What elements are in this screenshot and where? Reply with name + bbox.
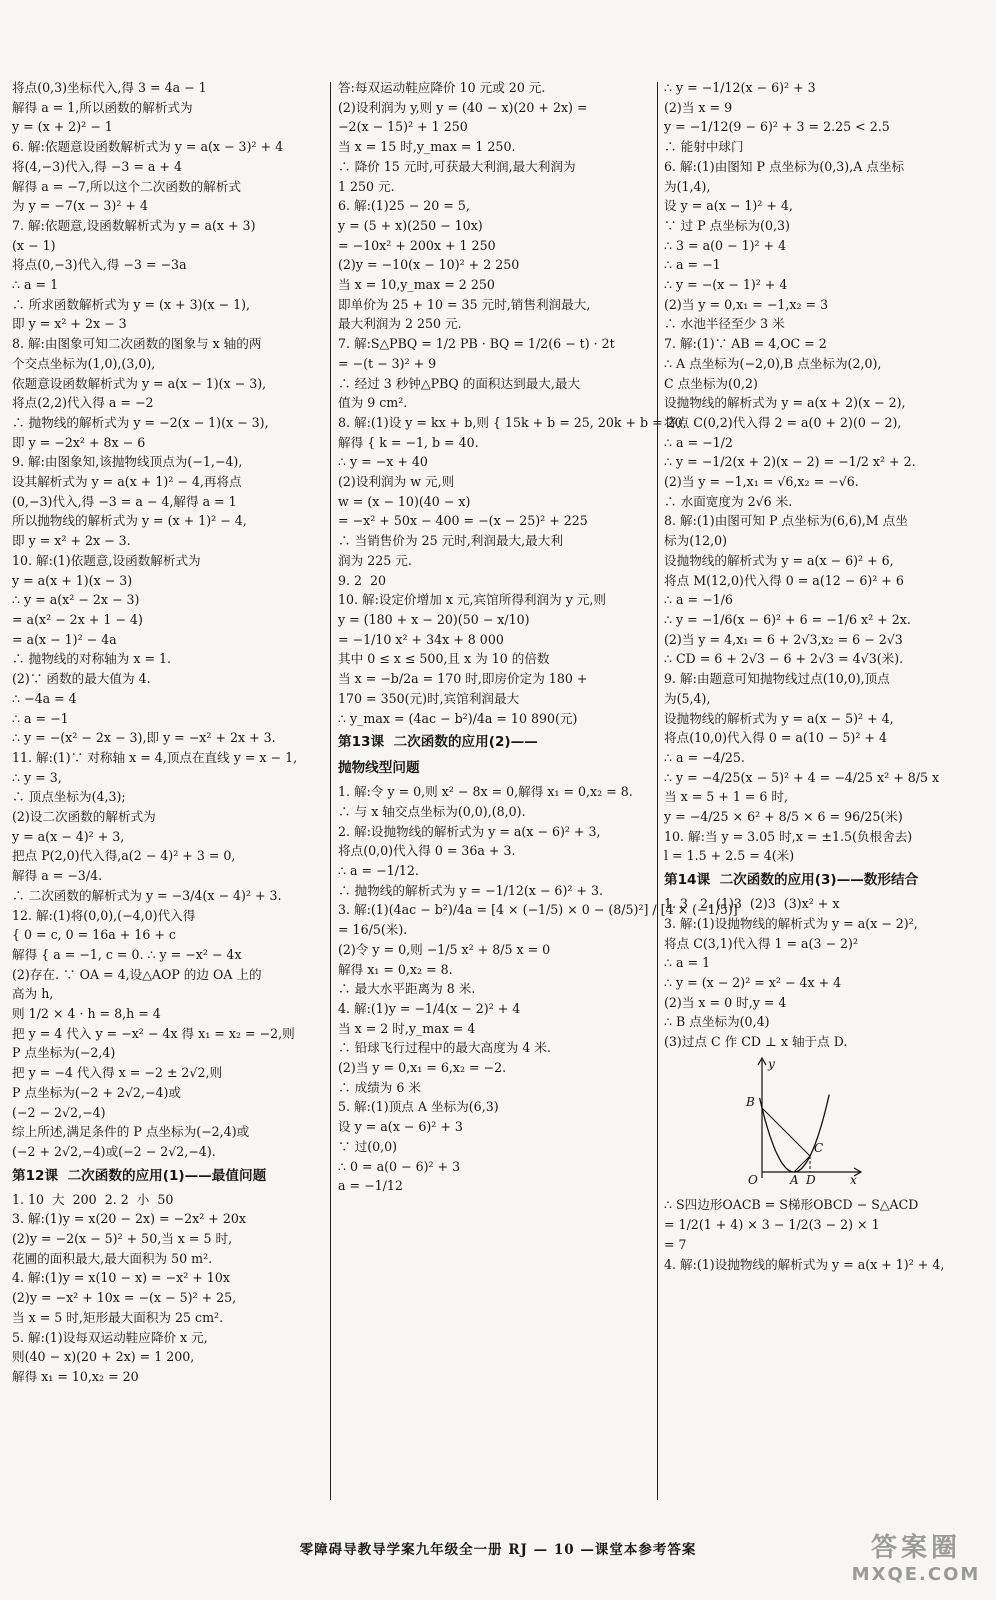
answer-line: (−2 − 2√2,−4): [12, 1104, 106, 1120]
answer-line: ∵ 过 P 点坐标为(0,3): [664, 217, 790, 233]
answer-line: ∴ 0 = a(0 − 6)² + 3: [338, 1158, 461, 1174]
answer-line: ∴ y = −1/12(x − 6)² + 3: [664, 80, 816, 95]
page-footer: 零障碍导教导学案九年级全一册 RJ — 10 —课堂本参考答案: [299, 1542, 697, 1558]
answer-line: = −10x² + 200x + 1 250: [338, 237, 496, 253]
answer-line: 标为(12,0): [664, 533, 728, 549]
answer-line: ∴ 能射中球门: [664, 139, 744, 155]
answer-line: y = a(x + 1)(x − 3): [12, 572, 133, 588]
answer-line: ∴ y = −(x² − 2x − 3),即 y = −x² + 2x + 3.: [12, 730, 276, 746]
answer-line: = a(x − 1)² − 4a: [12, 631, 117, 647]
answer-line: ∴ 降价 15 元时,可获最大利润,最大利润为: [338, 158, 576, 174]
answer-line: 其中 0 ≤ x ≤ 500,且 x 为 10 的倍数: [338, 651, 550, 667]
answer-line: ∴ 铅球飞行过程中的最大高度为 4 米.: [338, 1040, 551, 1056]
answer-line: y = −4/25 × 6² + 8/5 × 6 = 96/25(米): [664, 809, 903, 825]
answer-line: 当 x = 5 时,矩形最大面积为 25 cm².: [12, 1309, 224, 1325]
answer-line: (3)过点 C 作 CD ⊥ x 轴于点 D.: [664, 1034, 848, 1050]
answer-line: 将点(10,0)代入得 0 = a(10 − 5)² + 4: [664, 730, 887, 746]
answer-line: = 7: [664, 1236, 687, 1252]
answer-line: ∴ 顶点坐标为(4,3);: [12, 789, 126, 805]
answer-line: 则 1/2 × 4 · h = 8,h = 4: [12, 1006, 161, 1022]
answer-line: 解得 a = −7,所以这个二次函数的解析式: [12, 178, 241, 194]
answer-line: 即 y = −2x² + 8x − 6: [12, 434, 146, 450]
answer-line: = 1/2(1 + 4) × 3 − 1/2(3 − 2) × 1: [664, 1217, 880, 1233]
answer-line: 1. 解:令 y = 0,则 x² − 8x = 0,解得 x₁ = 0,x₂ = 8.: [338, 784, 633, 800]
answer-line: 把 y = 4 代入 y = −x² − 4x 得 x₁ = x₂ = −2,则: [12, 1025, 295, 1041]
answer-line: 当 x = 15 时,y_max = 1 250.: [338, 139, 516, 155]
answer-line: ∴ a = −1: [12, 710, 69, 726]
answer-line: (2)当 x = 9: [664, 99, 733, 115]
answer-line: 将(4,−3)代入,得 −3 = a + 4: [12, 158, 182, 174]
section-heading: 抛物线型问题: [338, 760, 420, 777]
graph-label-b: B: [746, 1094, 755, 1109]
answer-line: ∴ y = (x − 2)² = x² − 4x + 4: [664, 974, 842, 990]
answer-line: ∴ y_max = (4ac − b²)/4a = 10 890(元): [338, 710, 578, 726]
answer-line: 依题意设函数解析式为 y = a(x − 1)(x − 3),: [12, 375, 267, 391]
answer-line: = −x² + 50x − 400 = −(x − 25)² + 225: [338, 513, 588, 529]
answer-line: ∴ a = 1: [12, 277, 59, 293]
answer-line: ∴ 二次函数的解析式为 y = −3/4(x − 4)² + 3.: [12, 887, 282, 903]
answer-line: P 点坐标为(−2 + 2√2,−4)或: [12, 1084, 182, 1100]
answer-line: 答:每双运动鞋应降价 10 元或 20 元.: [338, 80, 546, 95]
watermark-logo: [846, 1532, 986, 1590]
answer-line: 10. 解:设定价增加 x 元,宾馆所得利润为 y 元,则: [338, 592, 607, 608]
answer-line: 8. 解:(1)设 y = kx + b,则 { 15k + b = 25, 20k + b = 20,: [338, 414, 687, 430]
answer-line: y = (x + 2)² − 1: [12, 119, 113, 135]
answer-line: ∴ B 点坐标为(0,4): [664, 1014, 770, 1030]
answer-line: 则(40 − x)(20 + 2x) = 1 200,: [12, 1349, 195, 1365]
answer-line: 8. 解:由图象可知二次函数的图象与 x 轴的两: [12, 336, 262, 352]
answer-line: y = (5 + x)(250 − 10x): [338, 217, 483, 233]
graph-label-c: C: [814, 1140, 824, 1155]
answer-line: 3. 解:(1)(4ac − b²)/4a = [4 × (−1/5) × 0 − (8/5)²] / [4 × (−1/5)]: [338, 902, 738, 918]
answer-line: P 点坐标为(−2,4): [12, 1045, 116, 1061]
watermark-mark: 答案圈: [870, 1533, 961, 1563]
answer-line: = −(t − 3)² + 9: [338, 355, 437, 371]
answer-line: y = −1/12(9 − 6)² + 3 = 2.25 < 2.5: [664, 119, 890, 135]
answer-line: ∴ a = −1/6: [664, 592, 733, 608]
answer-line: w = (x − 10)(40 − x): [338, 493, 471, 509]
answer-line: 7. 解:(1)∵ AB = 4,OC = 2: [664, 336, 827, 352]
answer-line: ∴ 3 = a(0 − 1)² + 4: [664, 237, 787, 253]
answer-line: (2)当 y = −1,x₁ = √6,x₂ = −√6.: [664, 474, 859, 490]
answer-line: 当 x = 5 + 1 = 6 时,: [664, 789, 789, 805]
answer-line: ∴ 成绩为 6 米: [338, 1079, 421, 1095]
answer-line: ∴ y = −x + 40: [338, 454, 428, 470]
answer-line: 最大利润为 2 250 元.: [338, 316, 462, 332]
answer-line: (2)y = −2(x − 5)² + 50,当 x = 5 时,: [12, 1231, 233, 1247]
answer-line: ∴ a = −1/12.: [338, 863, 419, 879]
answer-line: 8. 解:(1)由图可知 P 点坐标为(6,6),M 点坐: [664, 513, 908, 529]
answer-line: (2)存在. ∵ OA = 4,设△AOP 的边 OA 上的: [12, 966, 262, 982]
answer-line: (2)y = −10(x − 10)² + 2 250: [338, 257, 520, 273]
answer-line: 所以抛物线的解析式为 y = (x + 1)² − 4,: [12, 513, 247, 529]
answer-line: 综上所述,满足条件的 P 点坐标为(−2,4)或: [12, 1124, 250, 1140]
answer-line: 设 y = a(x − 6)² + 3: [338, 1119, 463, 1135]
answer-line: 润为 225 元.: [338, 552, 412, 568]
answer-line: 5. 解:(1)设每双运动鞋应降价 x 元,: [12, 1329, 208, 1345]
answer-line: 解得 x₁ = 10,x₂ = 20: [12, 1369, 139, 1384]
answer-line: 9. 解:由图象知,该抛物线顶点为(−1,−4),: [12, 454, 243, 470]
answer-line: ∴ y = a(x² − 2x − 3): [12, 592, 140, 608]
answer-line: = −1/10 x² + 34x + 8 000: [338, 631, 504, 647]
answer-line: 设其解析式为 y = a(x + 1)² − 4,再将点: [12, 474, 242, 490]
answer-line: ∴ 与 x 轴交点坐标为(0,0),(8,0).: [338, 803, 526, 819]
answer-line: 解得 a = 1,所以函数的解析式为: [12, 99, 193, 115]
answer-line: 解得 x₁ = 0,x₂ = 8.: [338, 961, 453, 977]
answer-line: 1 250 元.: [338, 178, 395, 194]
answer-line: 3. 解:(1)y = x(20 − 2x) = −2x² + 20x: [12, 1211, 246, 1227]
answer-line: ∴ a = −4/25.: [664, 749, 745, 765]
answer-line: 当 x = 2 时,y_max = 4: [338, 1020, 476, 1036]
answer-line: 个交点坐标为(1,0),(3,0),: [12, 355, 156, 371]
answer-line: 即 y = x² + 2x − 3.: [12, 533, 131, 549]
answer-line: ∴ y = −1/6(x − 6)² + 6 = −1/6 x² + 2x.: [664, 611, 911, 627]
answer-line: 7. 解:依题意,设函数解析式为 y = a(x + 3): [12, 217, 256, 233]
answer-line: { 0 = c, 0 = 16a + 16 + c: [12, 927, 176, 943]
answer-line: 当 x = 10,y_max = 2 250: [338, 277, 495, 293]
answer-line: (2)当 y = 0,x₁ = 6,x₂ = −2.: [338, 1060, 507, 1076]
answer-line: = 16/5(米).: [338, 922, 408, 938]
answer-line: (2)当 y = 4,x₁ = 6 + 2√3,x₂ = 6 − 2√3: [664, 631, 903, 647]
answer-line: 将点(0,0)代入得 0 = 36a + 3.: [338, 843, 516, 859]
answer-line: 将点 C(3,1)代入得 1 = a(3 − 2)²: [664, 935, 859, 951]
answer-line: 6. 解:(1)25 − 20 = 5,: [338, 198, 470, 214]
answer-line: 设抛物线的解析式为 y = a(x − 6)² + 6,: [664, 552, 894, 568]
answer-line: ∴ 经过 3 秒钟△PBQ 的面积达到最大,最大: [338, 375, 581, 391]
answer-line: 为 y = −7(x − 3)² + 4: [12, 198, 148, 214]
answer-line: 10. 解:当 y = 3.05 时,x = ±1.5(负根舍去): [664, 828, 913, 844]
answer-line: 6. 解:(1)由图知 P 点坐标为(0,3),A 点坐标: [664, 158, 905, 174]
answer-line: (−2 + 2√2,−4)或(−2 − 2√2,−4).: [12, 1143, 216, 1159]
answer-line: 将点 M(12,0)代入得 0 = a(12 − 6)² + 6: [664, 572, 904, 588]
answer-line: 即 y = x² + 2x − 3: [12, 316, 127, 332]
answer-line: ∴ CD = 6 + 2√3 − 6 + 2√3 = 4√3(米).: [664, 651, 904, 667]
answer-line: (2)∵ 函数的最大值为 4.: [12, 671, 151, 687]
answer-line: y = (180 + x − 20)(50 − x/10): [338, 611, 530, 627]
answer-line: ∴ 水面宽度为 2√6 米.: [664, 493, 793, 509]
answer-line: ∴ y = −(x − 1)² + 4: [664, 277, 788, 293]
answer-line: 3. 解:(1)设抛物线的解析式为 y = a(x − 2)²,: [664, 915, 918, 931]
answer-line: ∴ −4a = 4: [12, 690, 77, 706]
answer-line: 11. 解:(1)∵ 对称轴 x = 4,顶点在直线 y = x − 1,: [12, 749, 298, 765]
answer-line: C 点坐标为(0,2): [664, 375, 758, 391]
answer-line: ∴ A 点坐标为(−2,0),B 点坐标为(2,0),: [664, 355, 882, 371]
answer-line: ∴ a = −1/2: [664, 434, 733, 450]
answer-line: 高为 h,: [12, 986, 54, 1002]
answer-line: 9. 2 20: [338, 572, 387, 588]
answer-line: (x − 1): [12, 237, 56, 253]
section-heading: 第12课 二次函数的应用(1)——最值问题: [12, 1167, 267, 1184]
answer-line: 把点 P(2,0)代入得,a(2 − 4)² + 3 = 0,: [12, 848, 236, 864]
answer-line: 解得 a = −3/4.: [12, 868, 103, 884]
answer-line: = a(x² − 2x + 1 − 4): [12, 611, 143, 627]
graph-label-a: A: [790, 1172, 799, 1187]
answer-line: 4. 解:(1)设抛物线的解析式为 y = a(x + 1)² + 4,: [664, 1256, 945, 1272]
graph-label-d: D: [806, 1172, 816, 1187]
answer-line: ∴ y = 3,: [12, 769, 62, 785]
answer-line: ∴ a = 1: [664, 955, 711, 971]
answer-line: (0,−3)代入,得 −3 = a − 4,解得 a = 1: [12, 493, 237, 509]
answer-line: 2. 解:设抛物线的解析式为 y = a(x − 6)² + 3,: [338, 823, 601, 839]
column-right: [664, 78, 984, 1518]
answer-line: ∴ S四边形OACB = S梯形OBCD − S△ACD: [664, 1197, 919, 1213]
answer-line: 值为 9 cm².: [338, 395, 408, 411]
answer-line: (2)令 y = 0,则 −1/5 x² + 8/5 x = 0: [338, 941, 551, 957]
answer-line: a = −1/12: [338, 1178, 403, 1194]
answer-line: ∴ y = −4/25(x − 5)² + 4 = −4/25 x² + 8/5 x: [664, 769, 940, 785]
answer-line: ∴ 最大水平距离为 8 米.: [338, 981, 476, 997]
column-divider: [657, 82, 658, 1500]
section-heading: 第14课 二次函数的应用(3)——数形结合: [664, 872, 919, 889]
answer-line: ∴ 所求函数解析式为 y = (x + 3)(x − 1),: [12, 296, 251, 312]
answer-line: 设 y = a(x − 1)² + 4,: [664, 198, 793, 214]
graph-label-x: x: [850, 1172, 857, 1187]
answer-line: 设抛物线的解析式为 y = a(x + 2)(x − 2),: [664, 395, 906, 411]
column-divider: [330, 82, 331, 1500]
segment-bca: [762, 1108, 810, 1172]
parabola-graph: [744, 1056, 984, 1192]
answer-line: ∵ 过(0,0): [338, 1138, 398, 1154]
answer-line: 把 y = −4 代入得 x = −2 ± 2√2,则: [12, 1065, 223, 1081]
answer-line: ∴ 抛物线的对称轴为 x = 1.: [12, 651, 172, 667]
answer-line: ∴ y = −1/2(x + 2)(x − 2) = −1/2 x² + 2.: [664, 454, 916, 470]
answer-line: 5. 解:(1)顶点 A 坐标为(6,3): [338, 1099, 499, 1115]
answer-line: 12. 解:(1)将(0,0),(−4,0)代入得: [12, 907, 196, 923]
answer-line: 解得 { a = −1, c = 0. ∴ y = −x² − 4x: [12, 946, 242, 962]
answer-line: 为(5,4),: [664, 690, 711, 706]
answer-line: 6. 解:依题意设函数解析式为 y = a(x − 3)² + 4: [12, 139, 284, 155]
answer-line: l = 1.5 + 2.5 = 4(米): [664, 848, 795, 864]
answer-line: 10. 解:(1)依题意,设函数解析式为: [12, 552, 201, 568]
answer-line: 9. 解:由题意可知抛物线过点(10,0),顶点: [664, 671, 890, 687]
answer-line: 设抛物线的解析式为 y = a(x − 5)² + 4,: [664, 710, 894, 726]
answer-line: 4. 解:(1)y = x(10 − x) = −x² + 10x: [12, 1270, 230, 1286]
answer-line: ∴ 当销售价为 25 元时,利润最大,最大利: [338, 533, 563, 549]
answer-line: 将点(2,2)代入得 a = −2: [12, 395, 154, 411]
answer-line: 1. 10 大 200 2. 2 小 50: [12, 1191, 174, 1207]
answer-line: 7. 解:S△PBQ = 1/2 PB · BQ = 1/2(6 − t) · 2t: [338, 336, 615, 352]
column-left: [12, 78, 324, 1518]
answer-line: 为(1,4),: [664, 178, 711, 194]
answer-line: 170 = 350(元)时,宾馆利润最大: [338, 690, 520, 706]
answer-line: 1. 3 2. (1)3 (2)3 (3)x² + x: [664, 896, 840, 912]
answer-line: 将点(0,−3)代入,得 −3 = −3a: [12, 257, 187, 273]
parabola-curve: [760, 1094, 830, 1171]
answer-line: 即单价为 25 + 10 = 35 元时,销售利润最大,: [338, 296, 591, 312]
answer-line: (2)设二次函数的解析式为: [12, 809, 156, 825]
answer-line: 当 x = −b/2a = 170 时,即房价定为 180 +: [338, 671, 588, 687]
answer-line: 花圃的面积最大,最大面积为 50 m².: [12, 1250, 213, 1266]
answer-line: 将点 C(0,2)代入得 2 = a(0 + 2)(0 − 2),: [664, 414, 902, 430]
answer-line: (2)当 x = 0 时,y = 4: [664, 994, 787, 1010]
graph-label-o: O: [748, 1172, 758, 1187]
section-heading: 第13课 二次函数的应用(2)——: [338, 734, 538, 751]
graph-label-y: y: [768, 1056, 775, 1071]
answer-line: (2)设利润为 w 元,则: [338, 474, 455, 490]
answer-line: ∴ 抛物线的解析式为 y = −1/12(x − 6)² + 3.: [338, 882, 603, 898]
answer-line: 解得 { k = −1, b = 40.: [338, 434, 479, 450]
answer-line: y = a(x − 4)² + 3,: [12, 828, 125, 844]
answer-line: 4. 解:(1)y = −1/4(x − 2)² + 4: [338, 1000, 521, 1016]
answer-line: (2)当 y = 0,x₁ = −1,x₂ = 3: [664, 296, 829, 312]
answer-line: (2)y = −x² + 10x = −(x − 5)² + 25,: [12, 1290, 237, 1306]
watermark-url: MXQE.COM: [851, 1564, 981, 1585]
answer-line: ∴ 水池半径至少 3 米: [664, 316, 785, 332]
answer-line: ∴ a = −1: [664, 257, 721, 273]
answer-line: ∴ 抛物线的解析式为 y = −2(x − 1)(x − 3),: [12, 414, 269, 430]
answer-line: (2)设利润为 y,则 y = (40 − x)(20 + 2x) =: [338, 99, 588, 115]
answer-line: 将点(0,3)坐标代入,得 3 = 4a − 1: [12, 80, 207, 95]
answer-line: −2(x − 15)² + 1 250: [338, 119, 468, 135]
